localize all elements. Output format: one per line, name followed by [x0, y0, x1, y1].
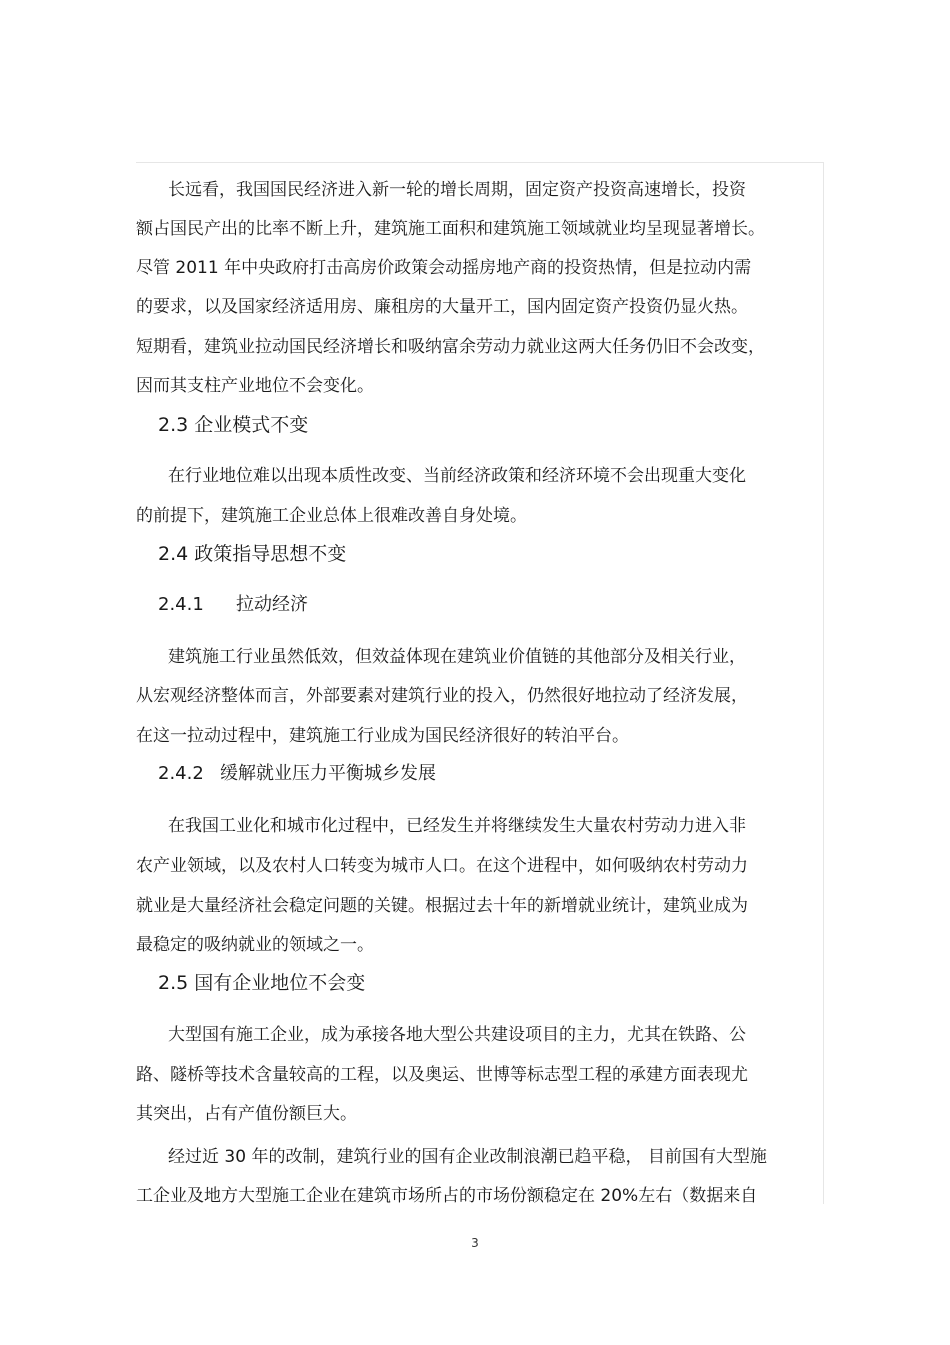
- paragraph-line: 建筑施工行业虽然低效，但效益体现在建筑业价值链的其他部分及相关行业，: [168, 647, 746, 667]
- paragraph-line: 就业是大量经济社会稳定问题的关键。根据过去十年的新增就业统计，建筑业成为: [136, 896, 748, 916]
- paragraph-line: 其突出，占有产值份额巨大。: [136, 1104, 357, 1124]
- paragraph-line: 尽管 2011 年中央政府打击高房价政策会动摇房地产商的投资热情，但是拉动内需: [136, 258, 752, 278]
- subsection-heading-2-4-2: [158, 763, 436, 785]
- paragraph-line: 农产业领域，以及农村人口转变为城市人口。在这个进程中，如何吸纳农村劳动力: [136, 856, 748, 876]
- subsection-heading-2-4-1: [158, 594, 308, 616]
- subsection-number: 2.4.2: [158, 763, 204, 784]
- paragraph-line: 最稳定的吸纳就业的领域之一。: [136, 935, 374, 955]
- section-heading-2-3: 2.3 企业模式不变: [158, 414, 309, 436]
- paragraph-line: 路、隧桥等技术含量较高的工程，以及奥运、世博等标志型工程的承建方面表现尤: [136, 1065, 748, 1085]
- section-heading-2-4: 2.4 政策指导思想不变: [158, 543, 347, 565]
- subsection-number: 2.4.1: [158, 594, 204, 615]
- paragraph-line: 从宏观经济整体而言，外部要素对建筑行业的投入，仍然很好地拉动了经济发展，: [136, 686, 748, 706]
- paragraph-line: 的前提下，建筑施工企业总体上很难改善自身处境。: [136, 506, 527, 526]
- page-number: 3: [471, 1236, 479, 1250]
- page-frame: [136, 162, 824, 1204]
- subsection-title: 缓解就业压力平衡城乡发展: [220, 763, 436, 784]
- paragraph-line: 在行业地位难以出现本质性改变、当前经济政策和经济环境不会出现重大变化: [168, 466, 746, 486]
- paragraph-line: 在我国工业化和城市化过程中，已经发生并将继续发生大量农村劳动力进入非: [168, 816, 746, 836]
- paragraph-line: 因而其支柱产业地位不会变化。: [136, 376, 374, 396]
- paragraph-line: 额占国民产出的比率不断上升，建筑施工面积和建筑施工领域就业均呈现显著增长。: [136, 219, 765, 239]
- paragraph-line: 大型国有施工企业，成为承接各地大型公共建设项目的主力，尤其在铁路、公: [168, 1025, 746, 1045]
- paragraph-line: 短期看，建筑业拉动国民经济增长和吸纳富余劳动力就业这两大任务仍旧不会改变，: [136, 337, 765, 357]
- paragraph-line: 工企业及地方大型施工企业在建筑市场所占的市场份额稳定在 20%左右（数据来自: [136, 1186, 758, 1206]
- paragraph-line: 的要求，以及国家经济适用房、廉租房的大量开工，国内固定资产投资仍显火热。: [136, 297, 748, 317]
- section-heading-2-5: 2.5 国有企业地位不会变: [158, 972, 366, 994]
- subsection-title: 拉动经济: [236, 594, 308, 615]
- paragraph-line: 在这一拉动过程中，建筑施工行业成为国民经济很好的转泊平台。: [136, 726, 629, 746]
- paragraph-line: 长远看，我国国民经济进入新一轮的增长周期，固定资产投资高速增长，投资: [168, 180, 746, 200]
- paragraph-line: 经过近 30 年的改制，建筑行业的国有企业改制浪潮已趋平稳， 目前国有大型施: [168, 1147, 767, 1167]
